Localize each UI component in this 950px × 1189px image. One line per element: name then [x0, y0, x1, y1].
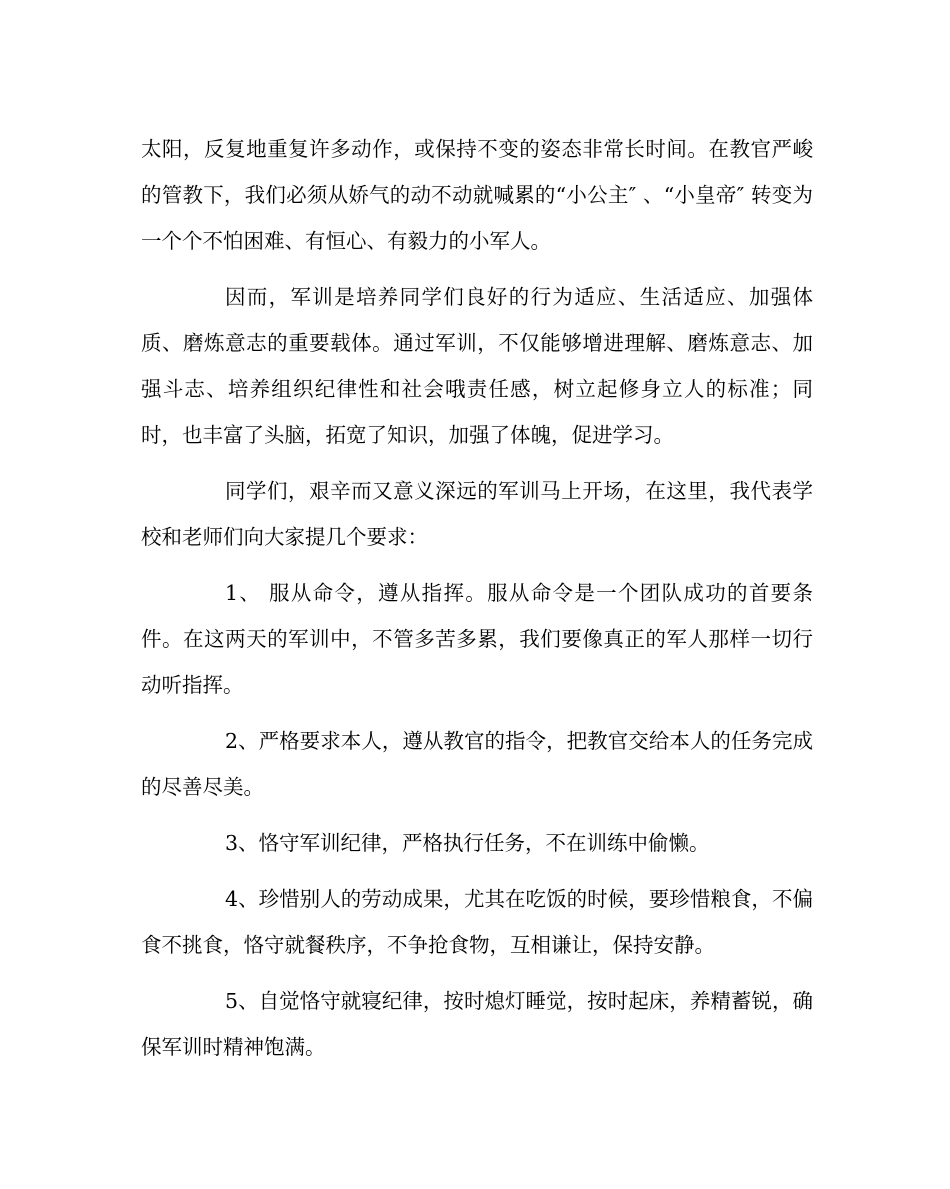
- paragraph-continuation: 太阳，反复地重复许多动作，或保持不变的姿态非常长时间。在教官严峻的管教下，我们必须从娇气的动不动就喊累的“小公主″ 、“小皇帝″ 转变为一个个不怕困难、有恒心、有毅力的小军人。: [141, 137, 813, 253]
- paragraph-military-training-purpose: 因而，军训是培养同学们良好的行为适应、生活适应、加强体质、磨炼意志的重要载体。通过军训，不仅能够增进理解、磨炼意志、加强斗志、培养组织纪律性和社会哦责任感，树立起修身立人的标准；同时，也丰富了头脑，拓宽了知识，加强了体魄，促进学习。: [141, 285, 813, 447]
- requirement-item-1: 1、 服从命令，遵从指挥。服从命令是一个团队成功的首要条件。在这两天的军训中，不管多苦多累，我们要像真正的军人那样一切行动听指挥。: [141, 581, 813, 697]
- document-body: [141, 126, 813, 1080]
- requirement-item-5: 5、自觉恪守就寝纪律，按时熄灯睡觉，按时起床，养精蓄锐，确保军训时精神饱满。: [141, 989, 813, 1059]
- paragraph-requirements-intro: 同学们，艰辛而又意义深远的军训马上开场，在这里，我代表学校和老师们向大家提几个要求：: [141, 479, 813, 549]
- requirement-item-2: 2、严格要求本人，遵从教官的指令，把教官交给本人的任务完成的尽善尽美。: [141, 729, 813, 799]
- requirement-item-4: 4、珍惜别人的劳动成果，尤其在吃饭的时候，要珍惜粮食，不偏食不挑食，恪守就餐秩序，不争抢食物，互相谦让，保持安静。: [141, 887, 813, 957]
- requirement-item-3: 3、恪守军训纪律，严格执行任务，不在训练中偷懒。: [225, 831, 710, 855]
